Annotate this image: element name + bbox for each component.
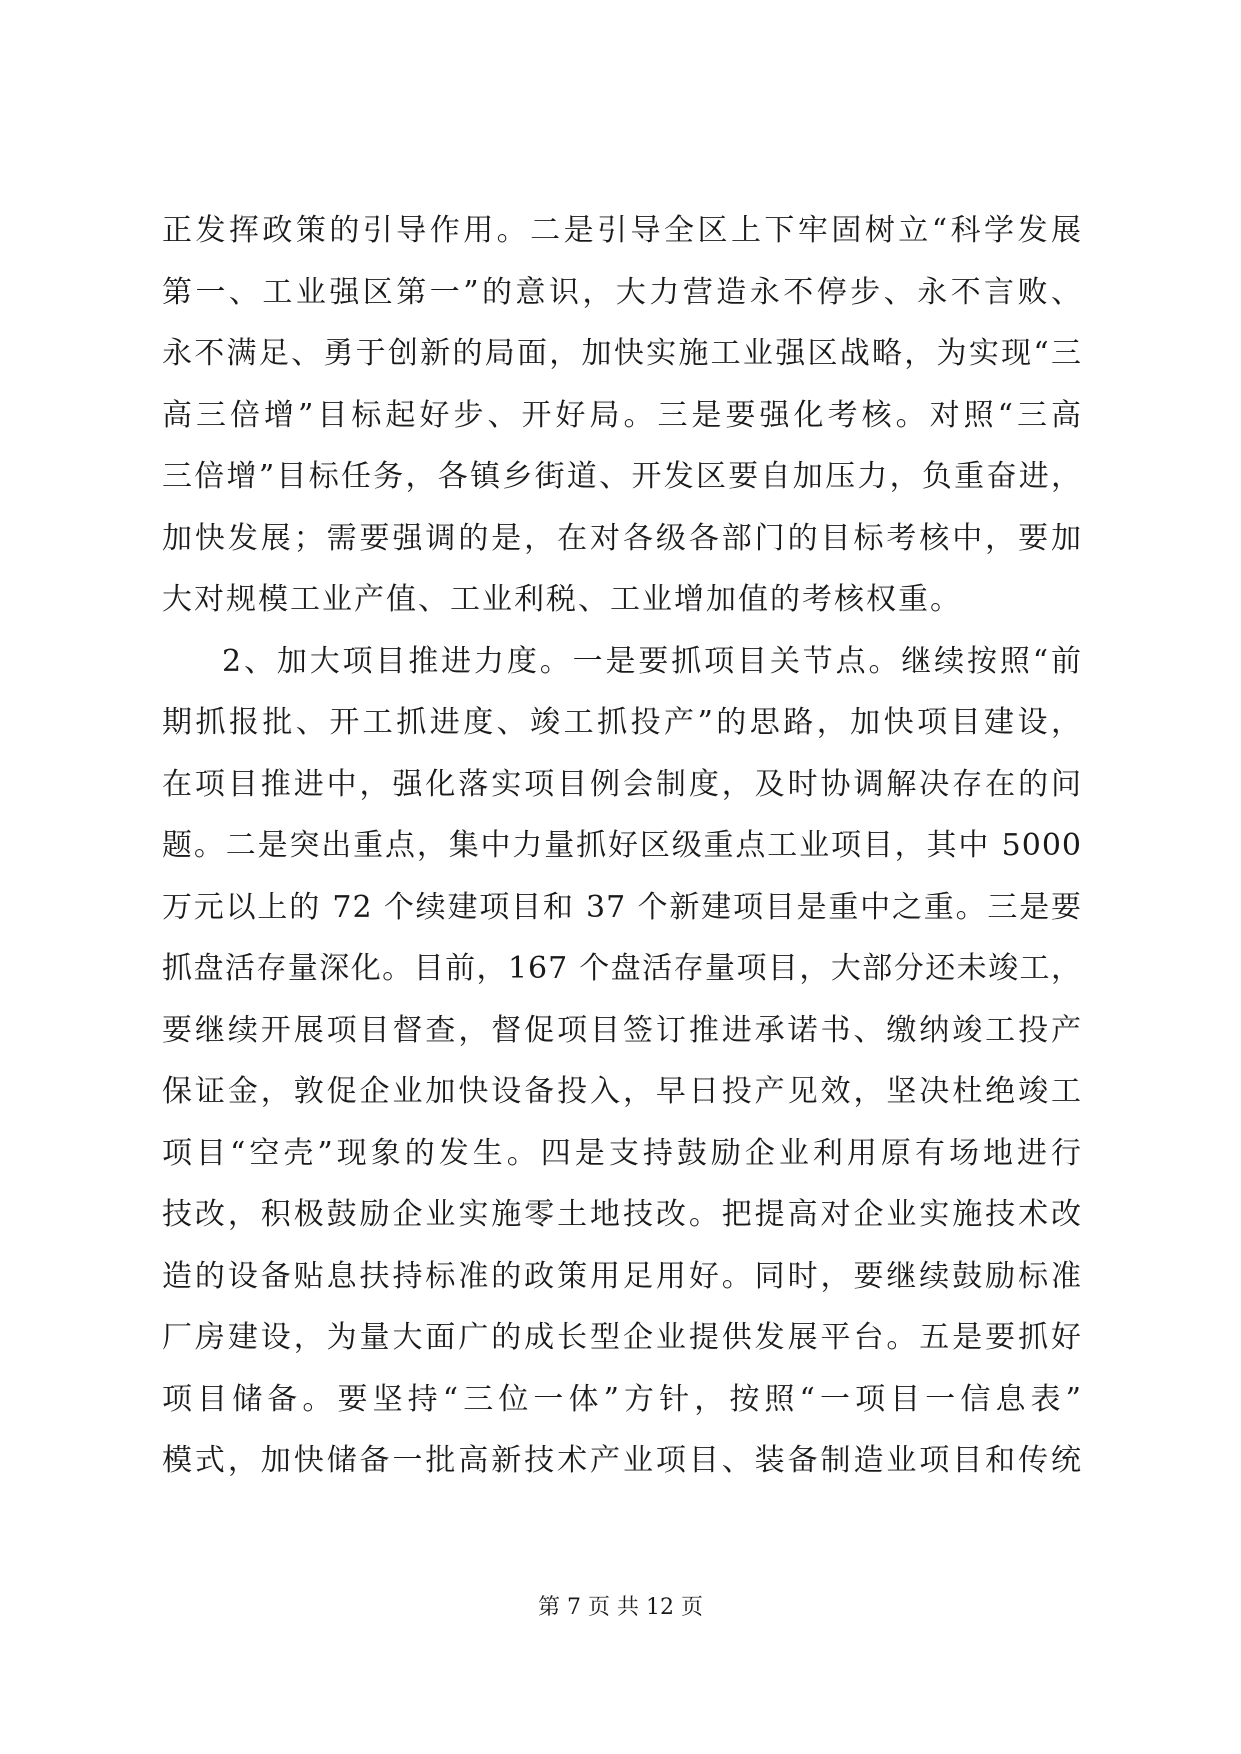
text-line: 保证金，敦促企业加快设备投入，早日投产见效，坚决杜绝竣工	[162, 1074, 1082, 1109]
text-line: 正发挥政策的引导作用。二是引导全区上下牢固树立“科学发展	[162, 213, 1082, 248]
text-line: 加快发展；需要强调的是，在对各级各部门的目标考核中，要加	[162, 520, 1082, 556]
text-line: 期抓报批、开工抓进度、竣工抓投产”的思路，加快项目建设，	[162, 705, 1082, 740]
text-line: 题。二是突出重点，集中力量抓好区级重点工业项目，其中 5000	[162, 828, 1082, 863]
text-line: 第一、工业强区第一”的意识，大力营造永不停步、永不言败、	[162, 274, 1082, 310]
text-line: 万元以上的 72 个续建项目和 37 个新建项目是重中之重。三是要	[162, 889, 1082, 925]
text-line: 项目储备。要坚持“三位一体”方针，按照“一项目一信息表”	[162, 1381, 1082, 1417]
text-line: 要继续开展项目督查，督促项目签订推进承诺书、缴纳竣工投产	[162, 1012, 1082, 1048]
text-line: 大对规模工业产值、工业利税、工业增加值的考核权重。	[162, 582, 962, 617]
text-line: 高三倍增”目标起好步、开好局。三是要强化考核。对照“三高	[162, 397, 1082, 433]
body-text	[162, 200, 1082, 1492]
text-line: 项目“空壳”现象的发生。四是支持鼓励企业利用原有场地进行	[162, 1135, 1082, 1171]
paragraph-start-line: 2、加大项目推进力度。一是要抓项目关节点。继续按照“前	[222, 643, 1082, 679]
page-number-footer: 第 7 页 共 12 页	[538, 1595, 703, 1620]
text-line: 模式，加快储备一批高新技术产业项目、装备制造业项目和传统	[162, 1443, 1082, 1478]
text-line: 永不满足、勇于创新的局面，加快实施工业强区战略，为实现“三	[162, 336, 1082, 371]
text-line: 抓盘活存量深化。目前，167 个盘活存量项目，大部分还未竣工，	[162, 951, 1082, 986]
text-line: 造的设备贴息扶持标准的政策用足用好。同时，要继续鼓励标准	[162, 1258, 1082, 1294]
text-line: 厂房建设，为量大面广的成长型企业提供发展平台。五是要抓好	[162, 1320, 1082, 1355]
text-line: 技改，积极鼓励企业实施零土地技改。把提高对企业实施技术改	[162, 1197, 1082, 1232]
text-line: 在项目推进中，强化落实项目例会制度，及时协调解决存在的问	[162, 766, 1082, 802]
text-line: 三倍增”目标任务，各镇乡街道、开发区要自加压力，负重奋进，	[162, 459, 1082, 494]
